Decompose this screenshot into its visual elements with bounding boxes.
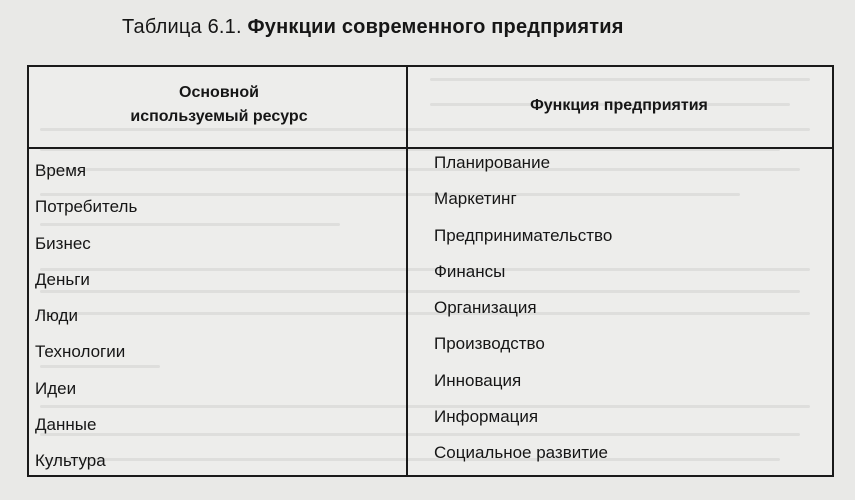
resource-cell: Потребитель bbox=[35, 197, 138, 217]
resource-cell: Технологии bbox=[35, 342, 126, 362]
resource-column bbox=[35, 153, 137, 480]
function-cell: Инновация bbox=[434, 370, 522, 390]
functions-table bbox=[27, 65, 834, 477]
column-header-resource-line2: используемый ресурс bbox=[130, 108, 308, 125]
function-cell: Производство bbox=[434, 334, 545, 354]
resource-cell: Культура bbox=[35, 451, 106, 471]
function-cell: Финансы bbox=[434, 261, 506, 281]
table-caption bbox=[122, 16, 624, 39]
column-header-function: Функция предприятия bbox=[530, 97, 708, 114]
function-cell: Организация bbox=[434, 298, 537, 318]
function-cell: Предпринимательство bbox=[434, 225, 613, 245]
function-cell: Маркетинг bbox=[434, 189, 517, 209]
function-column bbox=[434, 145, 612, 472]
resource-cell: Идеи bbox=[35, 378, 77, 398]
resource-cell: Время bbox=[35, 161, 87, 180]
resource-cell: Люди bbox=[35, 306, 78, 326]
column-divider bbox=[406, 67, 408, 475]
column-header-resource-line1: Основной bbox=[179, 84, 259, 101]
table-title: Функции современного предприятия bbox=[247, 16, 624, 38]
table-number: Таблица 6.1. bbox=[122, 16, 242, 38]
resource-cell: Данные bbox=[35, 415, 97, 435]
header-divider bbox=[29, 147, 832, 149]
function-cell: Планирование bbox=[434, 153, 551, 172]
column-header-resource bbox=[69, 81, 369, 129]
resource-cell: Деньги bbox=[35, 269, 90, 289]
resource-cell: Бизнес bbox=[35, 233, 91, 253]
function-cell: Социальное развитие bbox=[434, 443, 608, 463]
function-cell: Информация bbox=[434, 407, 539, 427]
